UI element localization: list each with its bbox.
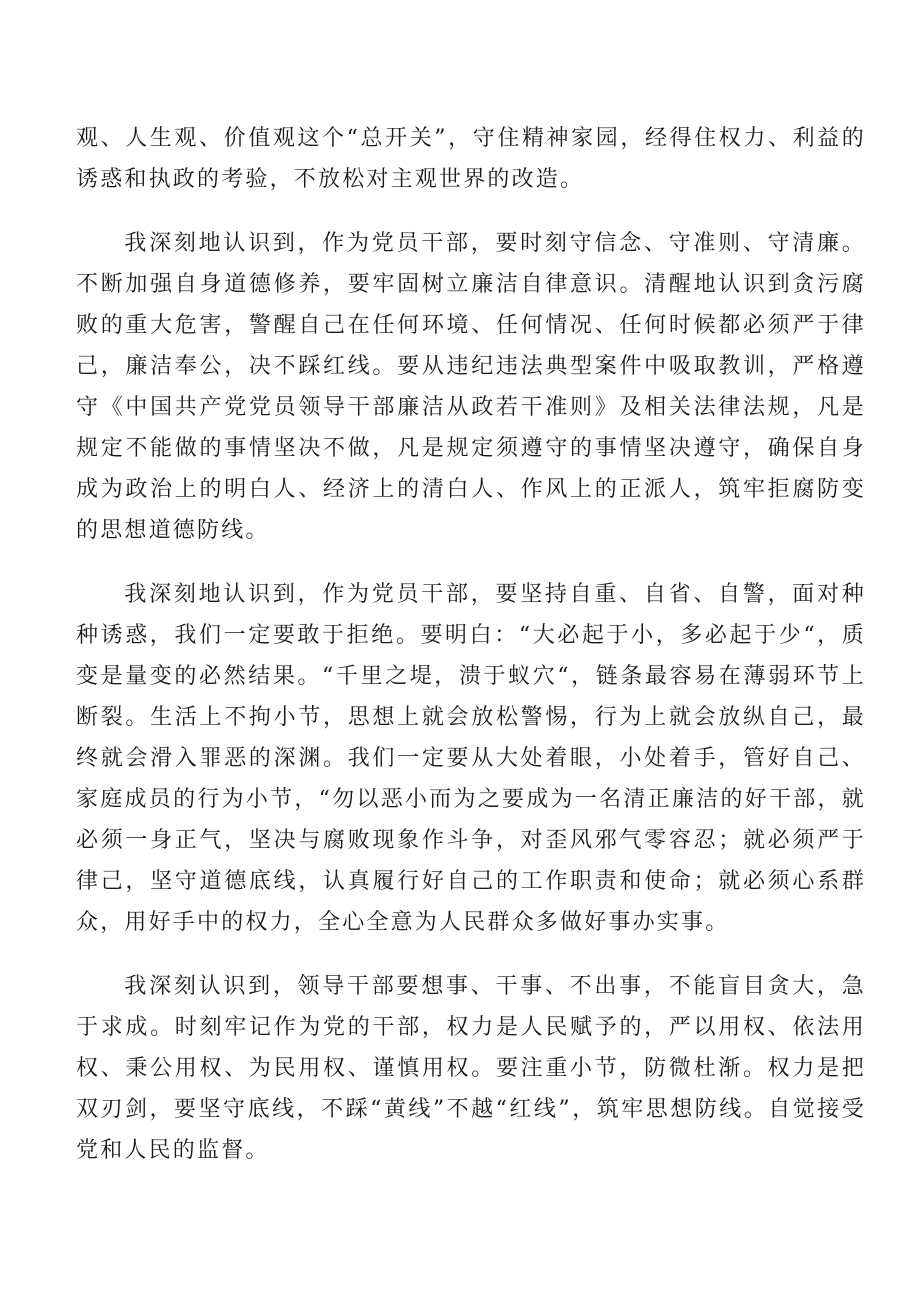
paragraph-continuation: 观、人生观、价值观这个“总开关”，守住精神家园，经得住权力、利益的诱惑和执政的考验，不放松对主观世界的改造。	[76, 126, 866, 192]
paragraph-self-discipline: 我深刻地认识到，作为党员干部，要坚持自重、自省、自警，面对种种诱惑，我们一定要敢于拒绝。要明白：“大必起于小，多必起于少“，质变是量变的必然结果。“千里之堤，溃于蚁穴“，链条最容易在薄弱环节上断裂。生活上不拘小节，思想上就会放松警惕，行为上就会放纵自己，最终就会滑入罪恶的深渊。我们一定要从大处着眼，小处着手，管好自己、家庭成员的行为小节，“勿以恶小而为之要成为一名清正廉洁的好干部，就必须一身正气，坚决与腐败现象作斗争，对歪风邪气零容忍；就必须严于律己，坚守道德底线，认真履行好自己的工作职责和使命；就必须心系群众，用好手中的权力，全心全意为人民群众多做好事办实事。	[76, 582, 866, 935]
paragraph-power-use: 我深刻认识到，领导干部要想事、干事、不出事，不能盲目贪大，急于求成。时刻牢记作为党的干部，权力是人民赋予的，严以用权、依法用权、秉公用权、为民用权、谨慎用权。要注重小节，防微杜渐。权力是把双刃剑，要坚守底线，不踩“黄线”不越“红线”，筑牢思想防线。自觉接受党和人民的监督。	[76, 974, 866, 1163]
paragraph-integrity: 我深刻地认识到，作为党员干部，要时刻守信念、守准则、守清廉。不断加强自身道德修养，要牢固树立廉洁自律意识。清醒地认识到贪污腐败的重大危害，警醒自己在任何环境、任何情况、任何时候都必须严于律己，廉洁奉公，决不踩红线。要从违纪违法典型案件中吸取教训，严格遵守《中国共产党党员领导干部廉洁从政若干准则》及相关法律法规，凡是规定不能做的事情坚决不做，凡是规定须遵守的事情坚决遵守，确保自身成为政治上的明白人、经济上的清白人、作风上的正派人，筑牢拒腐防变的思想道德防线。	[76, 231, 866, 543]
document-body	[76, 118, 866, 1194]
